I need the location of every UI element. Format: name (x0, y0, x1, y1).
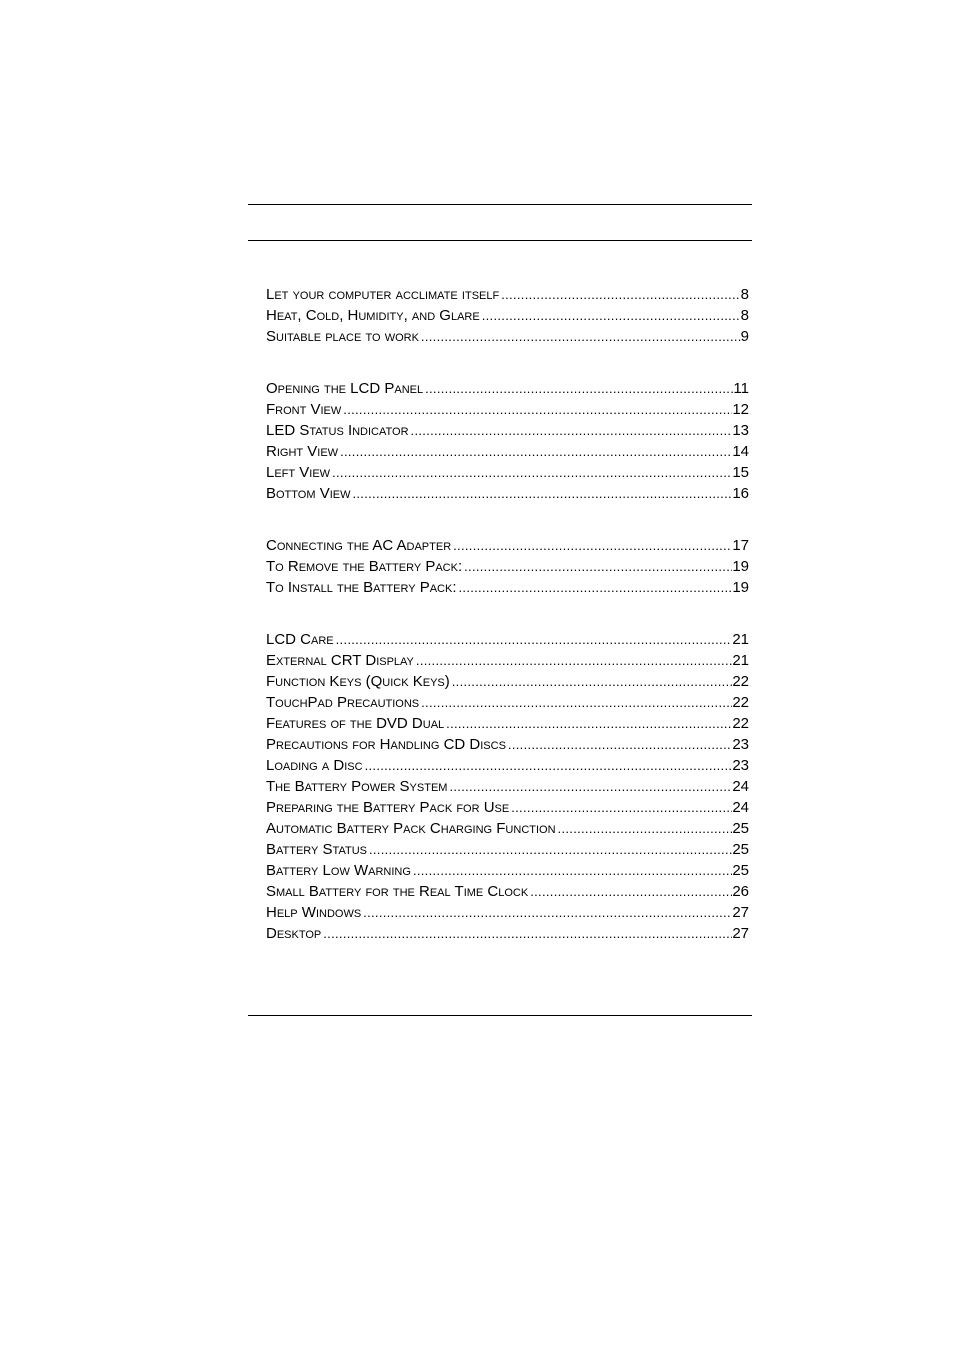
toc-entry-title: LED Status Indicator (266, 422, 409, 439)
dot-leader (425, 378, 733, 399)
toc-entry-title: Loading a Disc (266, 757, 363, 774)
toc-entry[interactable] (266, 839, 749, 860)
dot-leader (363, 902, 732, 923)
toc-entry[interactable] (266, 818, 749, 839)
toc-entry-title: To Remove the Battery Pack: (266, 558, 463, 575)
toc-group (266, 535, 749, 598)
toc-entry-title: Features of the DVD Dual (266, 715, 445, 732)
toc-entry-page: 27 (732, 904, 749, 921)
toc-entry[interactable] (266, 462, 749, 483)
toc-entry-title: Battery Status (266, 841, 367, 858)
toc-entry-page: 25 (732, 841, 749, 858)
toc-entry-page: 23 (732, 736, 749, 753)
toc-entry-title: Right View (266, 443, 339, 460)
toc-entry[interactable] (266, 577, 749, 598)
toc-entry[interactable] (266, 860, 749, 881)
dot-leader (511, 797, 732, 818)
dot-leader (482, 305, 741, 326)
header-rule (248, 240, 752, 241)
toc-entry-title: Preparing the Battery Pack for Use (266, 799, 510, 816)
toc-entry[interactable] (266, 881, 749, 902)
toc-entry-page: 25 (732, 820, 749, 837)
toc-entry[interactable] (266, 535, 749, 556)
toc-entry-page: 12 (732, 401, 749, 418)
dot-leader (365, 755, 733, 776)
toc-entry[interactable] (266, 483, 749, 504)
toc-entry-title: Automatic Battery Pack Charging Function (266, 820, 556, 837)
toc-entry[interactable] (266, 629, 749, 650)
toc-entry[interactable] (266, 902, 749, 923)
toc-entry[interactable] (266, 650, 749, 671)
toc-entry-page: 11 (733, 380, 749, 397)
toc-entry-page: 15 (732, 464, 749, 481)
dot-leader (459, 577, 733, 598)
toc-entry-page: 22 (732, 715, 749, 732)
toc-entry-title: Heat, Cold, Humidity, and Glare (266, 307, 480, 324)
toc-entry[interactable] (266, 399, 749, 420)
dot-leader (508, 734, 732, 755)
dot-leader (340, 441, 732, 462)
dot-leader (558, 818, 733, 839)
toc-entry[interactable] (266, 326, 749, 347)
toc-entry-title: Bottom View (266, 485, 351, 502)
toc-entry-page: 24 (732, 799, 749, 816)
top-rule (248, 204, 752, 205)
toc-entry-title: External CRT Display (266, 652, 414, 669)
dot-leader (530, 881, 732, 902)
toc-entry-page: 23 (732, 757, 749, 774)
toc-entry-page: 19 (732, 579, 749, 596)
toc-entry-title: Suitable place to work (266, 328, 419, 345)
toc-entry[interactable] (266, 441, 749, 462)
toc-entry[interactable] (266, 556, 749, 577)
toc-entry-page: 8 (740, 307, 749, 324)
dot-leader (452, 671, 733, 692)
toc-entry-title: Help Windows (266, 904, 362, 921)
toc-entry[interactable] (266, 776, 749, 797)
toc-entry-title: TouchPad Precautions (266, 694, 420, 711)
dot-leader (369, 839, 732, 860)
toc-group (266, 378, 749, 504)
toc-entry[interactable] (266, 713, 749, 734)
toc-entry-page: 25 (732, 862, 749, 879)
toc-entry-page: 9 (740, 328, 749, 345)
table-of-contents (266, 284, 749, 944)
dot-leader (413, 860, 732, 881)
dot-leader (453, 535, 732, 556)
toc-entry-title: Small Battery for the Real Time Clock (266, 883, 529, 900)
dot-leader (343, 399, 732, 420)
toc-entry-title: Battery Low Warning (266, 862, 411, 879)
toc-entry-page: 14 (732, 443, 749, 460)
toc-entry-page: 27 (732, 925, 749, 942)
dot-leader (352, 483, 732, 504)
toc-entry-page: 21 (732, 652, 749, 669)
dot-leader (411, 420, 733, 441)
dot-leader (449, 776, 732, 797)
toc-entry-page: 22 (732, 673, 749, 690)
toc-group (266, 629, 749, 944)
dot-leader (421, 326, 741, 347)
toc-entry-page: 22 (732, 694, 749, 711)
toc-entry[interactable] (266, 284, 749, 305)
toc-entry-page: 21 (732, 631, 749, 648)
toc-entry-title: Opening the LCD Panel (266, 380, 424, 397)
toc-entry-title: Front View (266, 401, 342, 418)
footer-rule (248, 1015, 752, 1016)
toc-entry-page: 26 (732, 883, 749, 900)
toc-entry-title: To Install the Battery Pack: (266, 579, 457, 596)
dot-leader (416, 650, 732, 671)
toc-entry-page: 16 (732, 485, 749, 502)
toc-entry-title: Connecting the AC Adapter (266, 537, 452, 554)
toc-entry-title: Desktop (266, 925, 322, 942)
toc-entry[interactable] (266, 734, 749, 755)
toc-entry[interactable] (266, 692, 749, 713)
toc-entry[interactable] (266, 305, 749, 326)
toc-entry-page: 24 (732, 778, 749, 795)
toc-entry-title: Left View (266, 464, 331, 481)
toc-entry[interactable] (266, 671, 749, 692)
toc-entry-title: Precautions for Handling CD Discs (266, 736, 506, 753)
toc-entry[interactable] (266, 755, 749, 776)
dot-leader (336, 629, 733, 650)
toc-entry[interactable] (266, 378, 749, 399)
dot-leader (323, 923, 732, 944)
dot-leader (421, 692, 732, 713)
dot-leader (464, 556, 732, 577)
toc-entry-page: 19 (732, 558, 749, 575)
toc-entry-title: Let your computer acclimate itself (266, 286, 500, 303)
dot-leader (332, 462, 732, 483)
dot-leader (446, 713, 732, 734)
toc-entry-page: 8 (740, 286, 749, 303)
toc-entry-title: The Battery Power System (266, 778, 448, 795)
toc-entry-page: 17 (732, 537, 749, 554)
toc-entry[interactable] (266, 923, 749, 944)
toc-entry-title: Function Keys (Quick Keys) (266, 673, 450, 690)
dot-leader (501, 284, 740, 305)
toc-entry[interactable] (266, 420, 749, 441)
toc-entry-title: LCD Care (266, 631, 334, 648)
toc-group (266, 284, 749, 347)
toc-entry[interactable] (266, 797, 749, 818)
toc-entry-page: 13 (732, 422, 749, 439)
